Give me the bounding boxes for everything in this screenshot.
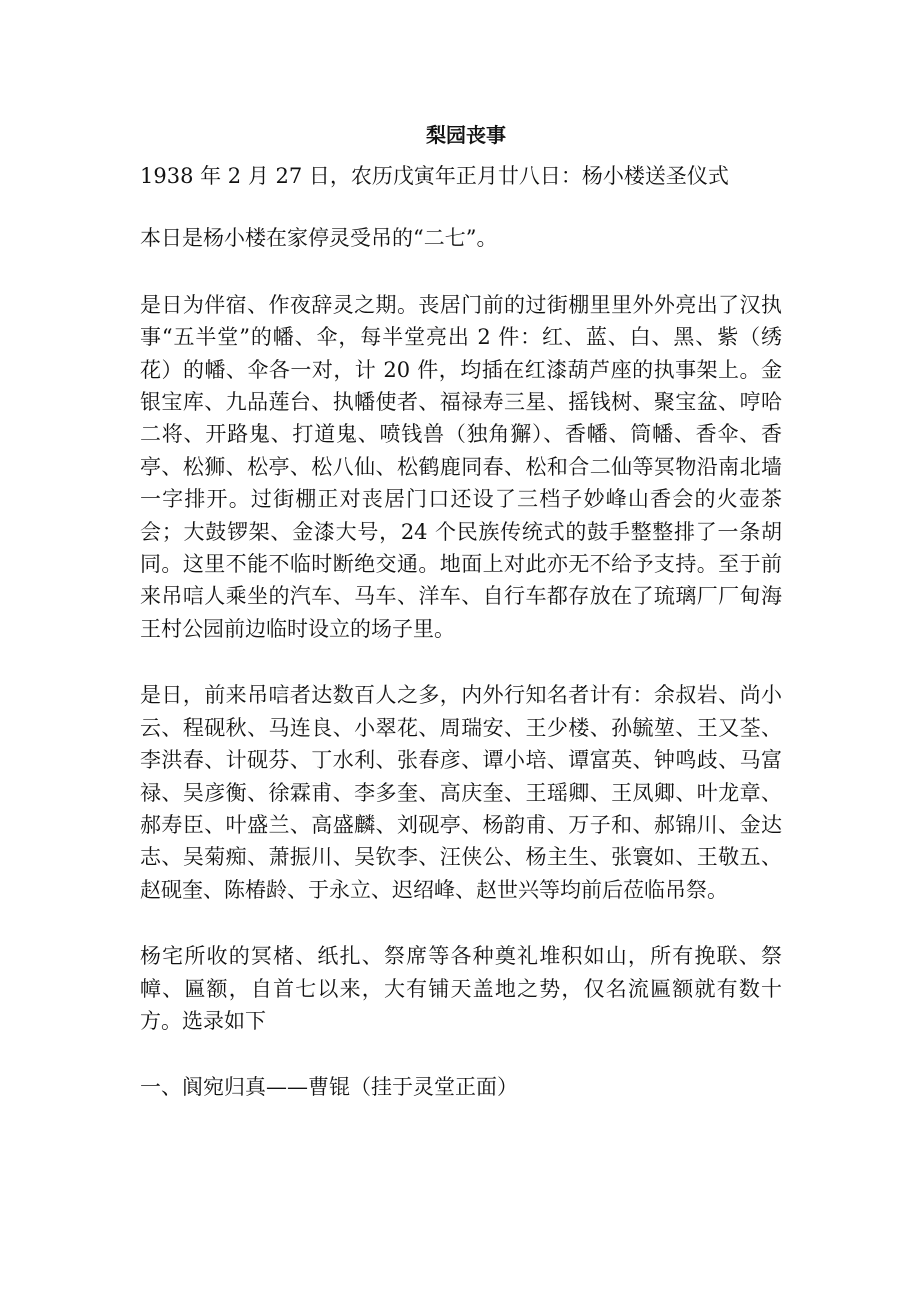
paragraph-procession: 是日为伴宿、作夜辞灵之期。丧居门前的过街棚里里外外亮出了汉执事“五半堂”的幡、伞，每半堂亮出 2 件：红、蓝、白、黑、紫（绣花）的幡、伞各一对，计 20 件，均插在红漆葫芦座的执事架上。金银宝库、九品莲台、执幡使者、福禄寿三星、摇钱树、聚宝盆、哼哈二将、开路鬼、打道鬼、喷钱兽（独角獬）、香幡、筒幡、香伞、香亭、松狮、松亭、松八仙、松鹤鹿同春、松和合二仙等冥物沿南北墙一字排开。过街棚正对丧居门口还设了三档子妙峰山香会的火壶茶会；大鼓锣架、金漆大号，24 个民族传统式的鼓手整整排了一条胡同。这里不能不临时断绝交通。地面上对此亦无不给予支持。至于前来吊唁人乘坐的汽车、马车、洋车、自行车都存放在了琉璃厂厂甸海王村公园前边临时设立的场子里。 (140, 292, 782, 641)
plaque-list-item: 一、阆宛归真——曹锟（挂于灵堂正面） (140, 1075, 518, 1100)
date-heading: 1938 年 2 月 27 日，农历戊寅年正月廿八日：杨小楼送圣仪式 (140, 164, 729, 188)
paragraph-offerings: 杨宅所收的冥楮、纸扎、祭席等各种奠礼堆积如山，所有挽联、祭幛、匾额，自首七以来，大有铺天盖地之势，仅名流匾额就有数十方。选录如下 (140, 944, 782, 1033)
document-page (140, 120, 782, 1104)
paragraph-mourners: 是日，前来吊唁者达数百人之多，内外行知名者计有：余叔岩、尚小云、程砚秋、马连良、小翠花、周瑞安、王少楼、孙毓堃、王又荃、李洪春、计砚芬、丁水利、张春彦、谭小培、谭富英、钟鸣歧、马富禄、吴彦衡、徐霖甫、李多奎、高庆奎、王瑶卿、王凤卿、叶龙章、郝寿臣、叶盛兰、高盛麟、刘砚亭、杨韵甫、万子和、郝锦川、金达志、吴菊痴、萧振川、吴钦李、汪侠公、杨主生、张寰如、王敬五、赵砚奎、陈椿龄、于永立、迟绍峰、赵世兴等均前后莅临吊祭。 (140, 683, 782, 902)
paragraph-intro: 本日是杨小楼在家停灵受吊的“二七”。 (140, 226, 498, 251)
document-title: 梨园丧事 (426, 123, 506, 147)
